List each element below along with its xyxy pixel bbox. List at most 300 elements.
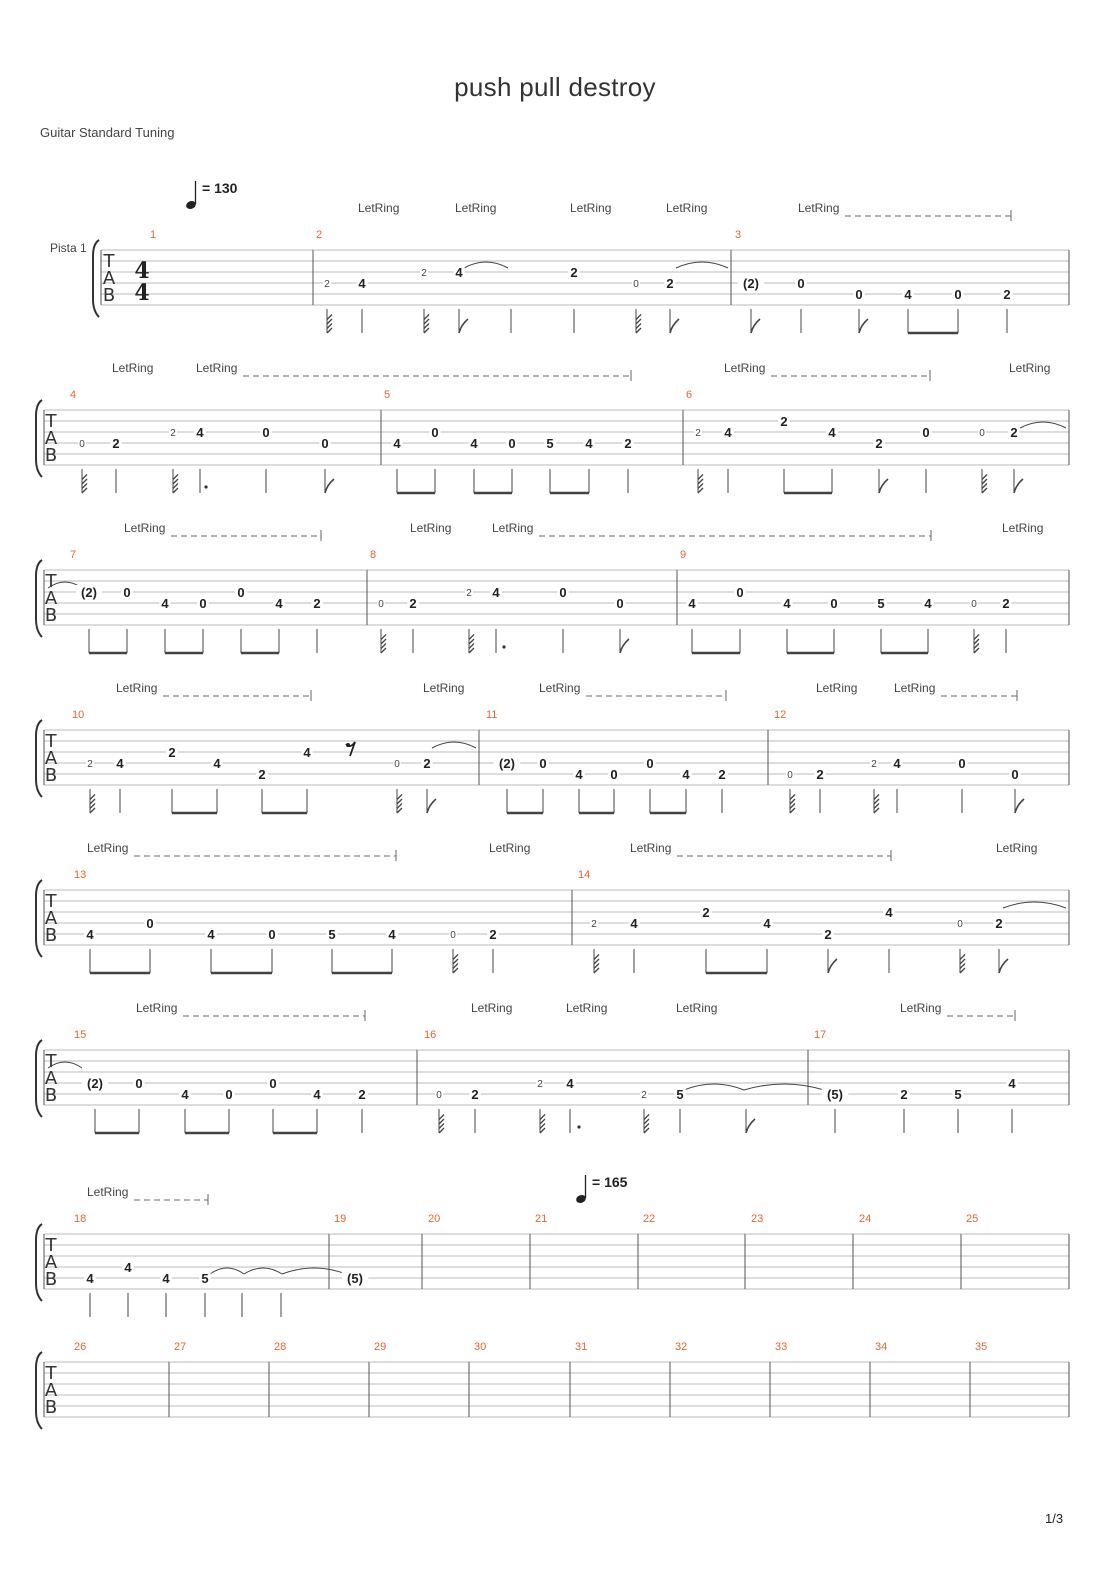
grace-flag: [982, 475, 987, 480]
grace-flag: [439, 1128, 444, 1133]
fret-number: 5: [546, 436, 554, 451]
let-ring-label: LetRing: [410, 521, 452, 535]
fret-number: (5): [827, 1087, 843, 1102]
grace-fret-number: 0: [787, 770, 793, 781]
grace-flag: [90, 795, 95, 800]
fret-number: 4: [207, 927, 215, 942]
tab-clef-letter: T: [45, 731, 57, 752]
grace-flag: [636, 315, 641, 320]
tab-clef-letter: A: [102, 268, 116, 289]
fret-number: 0: [646, 756, 654, 771]
tab-clef-letter: T: [45, 571, 57, 592]
grace-fret-number: 2: [87, 759, 93, 770]
fret-number: 2: [1003, 287, 1011, 302]
grace-flag: [874, 795, 879, 800]
fret-number: 5: [201, 1271, 209, 1286]
grace-flag: [424, 324, 429, 329]
let-ring-label: LetRing: [124, 521, 166, 535]
grace-flag: [982, 479, 987, 484]
fret-number: 0: [539, 756, 547, 771]
fret-number: 4: [575, 767, 583, 782]
grace-fret-number: 2: [641, 1090, 647, 1101]
grace-flag: [82, 484, 87, 489]
grace-flag: [82, 475, 87, 480]
grace-flag: [974, 648, 979, 653]
fret-number: 4: [313, 1087, 321, 1102]
eighth-flag: [459, 319, 468, 333]
grace-flag: [644, 1119, 649, 1124]
grace-flag: [439, 1124, 444, 1129]
grace-flag: [790, 795, 795, 800]
grace-flag: [982, 484, 987, 489]
measure-number: 5: [384, 389, 391, 401]
measure-number: 9: [680, 549, 687, 561]
eighth-flag: [751, 319, 760, 333]
let-ring-label: LetRing: [666, 201, 708, 215]
fret-number: 5: [954, 1087, 962, 1102]
grace-fret-number: 0: [394, 759, 400, 770]
fret-number: 4: [393, 436, 401, 451]
grace-flag: [397, 804, 402, 809]
grace-flag: [974, 635, 979, 640]
eighth-flag: [746, 1119, 755, 1133]
note-tie: [676, 262, 728, 268]
fret-number: 0: [199, 596, 207, 611]
measure-number: 34: [875, 1341, 888, 1353]
fret-number: 2: [780, 414, 788, 429]
grace-flag: [173, 488, 178, 493]
let-ring-label: LetRing: [136, 1001, 178, 1015]
grace-flag: [397, 795, 402, 800]
grace-flag: [90, 808, 95, 813]
fret-number: 4: [724, 425, 732, 440]
fret-number: 2: [168, 745, 176, 760]
fret-number: 4: [161, 596, 169, 611]
grace-fret-number: 0: [79, 439, 85, 450]
fret-number: 2: [718, 767, 726, 782]
grace-flag: [381, 635, 386, 640]
grace-fret-number: 2: [170, 428, 176, 439]
let-ring-label: LetRing: [1002, 521, 1044, 535]
grace-flag: [594, 959, 599, 964]
fret-number: 4: [585, 436, 593, 451]
fret-number: 4: [388, 927, 396, 942]
let-ring-label: LetRing: [816, 681, 858, 695]
fret-number: 4: [196, 425, 204, 440]
grace-fret-number: 2: [591, 919, 597, 930]
grace-flag: [90, 804, 95, 809]
tab-clef-letter: B: [44, 445, 58, 466]
grace-flag: [636, 319, 641, 324]
grace-flag: [327, 315, 332, 320]
grace-flag: [960, 959, 965, 964]
grace-flag: [173, 484, 178, 489]
grace-flag: [453, 955, 458, 960]
fret-number: 4: [86, 927, 94, 942]
fret-number: 4: [893, 756, 901, 771]
system-bracket: [36, 1224, 42, 1301]
grace-flag: [381, 639, 386, 644]
tempo-marking: = 165: [592, 1174, 628, 1190]
tab-clef-letter: B: [44, 765, 58, 786]
fret-number: (2): [743, 276, 759, 291]
grace-flag: [381, 648, 386, 653]
fret-number: 4: [275, 596, 283, 611]
grace-fret-number: 0: [633, 279, 639, 290]
grace-flag: [594, 955, 599, 960]
grace-flag: [960, 968, 965, 973]
measure-number: 35: [975, 1341, 988, 1353]
fret-number: 0: [616, 596, 624, 611]
fret-number: 2: [570, 265, 578, 280]
dotted-rhythm: [577, 1125, 580, 1128]
fret-number: 2: [258, 767, 266, 782]
grace-flag: [644, 1124, 649, 1129]
let-ring-label: LetRing: [489, 841, 531, 855]
fret-number: 4: [904, 287, 912, 302]
grace-fret-number: 2: [421, 268, 427, 279]
fret-number: 4: [682, 767, 690, 782]
grace-fret-number: 0: [378, 599, 384, 610]
grace-flag: [698, 488, 703, 493]
let-ring-label: LetRing: [196, 361, 238, 375]
tempo-marking: = 130: [202, 180, 238, 196]
page-number: 1/3: [1045, 1511, 1064, 1526]
measure-number: 3: [735, 229, 742, 241]
grace-flag: [469, 648, 474, 653]
grace-flag: [790, 804, 795, 809]
fret-number: 5: [877, 596, 885, 611]
let-ring-label: LetRing: [1009, 361, 1051, 375]
grace-flag: [594, 964, 599, 969]
measure-number: 18: [74, 1213, 87, 1225]
measure-number: 15: [74, 1029, 87, 1041]
let-ring-label: LetRing: [87, 1185, 129, 1199]
fret-number: 0: [954, 287, 962, 302]
track-label: Pista 1: [50, 241, 87, 255]
measure-number: 31: [575, 1341, 588, 1353]
score-title: push pull destroy: [454, 72, 656, 102]
measure-number: 4: [70, 389, 77, 401]
let-ring-label: LetRing: [87, 841, 129, 855]
grace-flag: [874, 804, 879, 809]
grace-fret-number: 0: [450, 930, 456, 941]
fret-number: 4: [924, 596, 932, 611]
fret-number: (2): [499, 756, 515, 771]
fret-number: 0: [262, 425, 270, 440]
measure-number: 25: [966, 1213, 979, 1225]
let-ring-label: LetRing: [455, 201, 497, 215]
fret-number: 4: [303, 745, 311, 760]
fret-number: 4: [783, 596, 791, 611]
tab-clef-letter: A: [44, 428, 58, 449]
tab-clef-letter: A: [44, 1380, 58, 1401]
fret-number: 4: [470, 436, 478, 451]
system-bracket: [36, 1352, 42, 1429]
let-ring-label: LetRing: [900, 1001, 942, 1015]
measure-number: 11: [486, 709, 498, 721]
measure-number: 20: [428, 1213, 441, 1225]
tab-clef-letter: A: [44, 908, 58, 929]
fret-number: 2: [471, 1087, 479, 1102]
grace-flag: [424, 319, 429, 324]
fret-number: 2: [624, 436, 632, 451]
measure-number: 8: [370, 549, 377, 561]
grace-flag: [397, 808, 402, 813]
grace-flag: [540, 1115, 545, 1120]
fret-number: 2: [112, 436, 120, 451]
fret-number: 0: [1011, 767, 1019, 782]
tab-clef-letter: B: [44, 1085, 58, 1106]
fret-number: 4: [828, 425, 836, 440]
fret-number: 0: [237, 585, 245, 600]
grace-flag: [327, 319, 332, 324]
measure-number: 30: [474, 1341, 487, 1353]
note-tie: [1020, 422, 1066, 428]
tab-clef-letter: B: [44, 605, 58, 626]
measure-number: 6: [686, 389, 693, 401]
let-ring-label: LetRing: [112, 361, 154, 375]
fret-number: 4: [885, 905, 893, 920]
fret-number: 4: [630, 916, 638, 931]
note-tie: [744, 1084, 824, 1090]
fret-number: 4: [1008, 1076, 1016, 1091]
tab-clef-letter: T: [45, 1051, 57, 1072]
tab-clef-letter: B: [44, 925, 58, 946]
eighth-flag: [1015, 799, 1024, 813]
grace-flag: [424, 315, 429, 320]
fret-number: 4: [763, 916, 771, 931]
tab-clef-letter: A: [44, 588, 58, 609]
system-bracket: [36, 1040, 42, 1117]
eighth-flag: [427, 799, 436, 813]
fret-number: 2: [666, 276, 674, 291]
grace-flag: [982, 488, 987, 493]
grace-flag: [644, 1115, 649, 1120]
measure-number: 32: [675, 1341, 688, 1353]
eighth-flag: [828, 959, 837, 973]
fret-number: 2: [702, 905, 710, 920]
grace-flag: [453, 968, 458, 973]
fret-number: 4: [213, 756, 221, 771]
fret-number: 0: [736, 585, 744, 600]
eighth-rest-dot: [346, 743, 350, 747]
let-ring-label: LetRing: [492, 521, 534, 535]
measure-number: 1: [150, 229, 157, 241]
tab-clef-letter: B: [44, 1397, 58, 1418]
grace-flag: [439, 1115, 444, 1120]
fret-number: 2: [875, 436, 883, 451]
let-ring-label: LetRing: [539, 681, 581, 695]
fret-number: 4: [181, 1087, 189, 1102]
grace-flag: [974, 639, 979, 644]
grace-flag: [439, 1119, 444, 1124]
tuning-label: Guitar Standard Tuning: [40, 125, 175, 140]
note-tie: [210, 1268, 244, 1274]
fret-number: 5: [676, 1087, 684, 1102]
note-tie: [244, 1268, 282, 1274]
fret-number: 0: [855, 287, 863, 302]
fret-number: 0: [146, 916, 154, 931]
measure-number: 24: [859, 1213, 872, 1225]
let-ring-label: LetRing: [630, 841, 672, 855]
fret-number: 0: [321, 436, 329, 451]
grace-flag: [790, 808, 795, 813]
fret-number: 2: [824, 927, 832, 942]
grace-flag: [540, 1128, 545, 1133]
system-bracket: [36, 400, 42, 477]
grace-flag: [540, 1124, 545, 1129]
note-tie: [432, 742, 476, 748]
measure-number: 21: [535, 1213, 548, 1225]
grace-flag: [327, 324, 332, 329]
eighth-flag: [879, 479, 888, 493]
grace-flag: [453, 964, 458, 969]
grace-flag: [82, 479, 87, 484]
grace-flag: [960, 964, 965, 969]
grace-fret-number: 2: [871, 759, 877, 770]
grace-flag: [698, 475, 703, 480]
note-tie: [282, 1268, 346, 1274]
tab-clef-letter: A: [44, 1068, 58, 1089]
grace-flag: [469, 644, 474, 649]
grace-flag: [469, 639, 474, 644]
grace-fret-number: 0: [436, 1090, 442, 1101]
time-signature-top: 4: [134, 258, 150, 284]
fret-number: 0: [922, 425, 930, 440]
fret-number: 0: [135, 1076, 143, 1091]
let-ring-label: LetRing: [358, 201, 400, 215]
fret-number: 2: [409, 596, 417, 611]
grace-flag: [469, 635, 474, 640]
system-bracket: [93, 240, 99, 317]
tab-clef-letter: T: [45, 1363, 57, 1384]
fret-number: 0: [225, 1087, 233, 1102]
note-tie: [1003, 902, 1066, 908]
measure-number: 14: [578, 869, 591, 881]
grace-fret-number: 2: [537, 1079, 543, 1090]
fret-number: 0: [269, 1076, 277, 1091]
let-ring-label: LetRing: [566, 1001, 608, 1015]
grace-flag: [90, 799, 95, 804]
let-ring-label: LetRing: [423, 681, 465, 695]
grace-flag: [790, 799, 795, 804]
measure-number: 26: [74, 1341, 87, 1353]
grace-flag: [974, 644, 979, 649]
system-bracket: [36, 560, 42, 637]
let-ring-label: LetRing: [570, 201, 612, 215]
fret-number: 4: [86, 1271, 94, 1286]
grace-flag: [173, 475, 178, 480]
grace-flag: [594, 968, 599, 973]
grace-flag: [327, 328, 332, 333]
fret-number: 0: [431, 425, 439, 440]
measure-number: 13: [74, 869, 87, 881]
fret-number: 4: [124, 1260, 132, 1275]
grace-flag: [874, 799, 879, 804]
grace-flag: [698, 484, 703, 489]
grace-flag: [636, 324, 641, 329]
grace-fret-number: 2: [324, 279, 330, 290]
eighth-flag: [620, 639, 629, 653]
measure-number: 19: [334, 1213, 347, 1225]
grace-flag: [960, 955, 965, 960]
fret-number: (2): [87, 1076, 103, 1091]
let-ring-label: LetRing: [724, 361, 766, 375]
measure-number: 2: [316, 229, 323, 241]
fret-number: 4: [688, 596, 696, 611]
fret-number: 4: [358, 276, 366, 291]
fret-number: 4: [566, 1076, 574, 1091]
measure-number: 16: [424, 1029, 437, 1041]
fret-number: 4: [162, 1271, 170, 1286]
grace-flag: [453, 959, 458, 964]
fret-number: 4: [116, 756, 124, 771]
tab-clef-letter: T: [103, 251, 115, 272]
tab-clef-letter: B: [44, 1269, 58, 1290]
eighth-flag: [670, 319, 679, 333]
measure-number: 29: [374, 1341, 387, 1353]
let-ring-label: LetRing: [894, 681, 936, 695]
grace-fret-number: 0: [979, 428, 985, 439]
let-ring-label: LetRing: [471, 1001, 513, 1015]
tab-clef-letter: A: [44, 1252, 58, 1273]
grace-flag: [698, 479, 703, 484]
tab-clef-letter: T: [45, 1235, 57, 1256]
note-tie: [684, 1084, 744, 1090]
fret-number: 0: [830, 596, 838, 611]
fret-number: 2: [816, 767, 824, 782]
grace-fret-number: 2: [695, 428, 701, 439]
measure-number: 28: [274, 1341, 287, 1353]
eighth-flag: [1014, 479, 1023, 493]
measure-number: 33: [775, 1341, 788, 1353]
grace-fret-number: 2: [466, 588, 472, 599]
measure-number: 22: [643, 1213, 656, 1225]
tab-clef-letter: T: [45, 891, 57, 912]
grace-fret-number: 0: [957, 919, 963, 930]
system-bracket: [36, 880, 42, 957]
fret-number: 0: [958, 756, 966, 771]
grace-flag: [173, 479, 178, 484]
let-ring-label: LetRing: [798, 201, 840, 215]
grace-flag: [424, 328, 429, 333]
fret-number: (5): [347, 1271, 363, 1286]
measure-number: 10: [72, 709, 85, 721]
fret-number: 5: [328, 927, 336, 942]
grace-flag: [540, 1119, 545, 1124]
fret-number: 2: [489, 927, 497, 942]
tab-clef-letter: A: [44, 748, 58, 769]
fret-number: 2: [423, 756, 431, 771]
eighth-flag: [325, 479, 334, 493]
let-ring-label: LetRing: [996, 841, 1038, 855]
dotted-rhythm: [204, 485, 207, 488]
fret-number: 0: [508, 436, 516, 451]
fret-number: 0: [268, 927, 276, 942]
fret-number: 2: [313, 596, 321, 611]
system-bracket: [36, 720, 42, 797]
grace-flag: [381, 644, 386, 649]
measure-number: 23: [751, 1213, 764, 1225]
measure-number: 12: [774, 709, 787, 721]
measure-number: 17: [814, 1029, 827, 1041]
fret-number: (2): [81, 585, 97, 600]
grace-fret-number: 0: [971, 599, 977, 610]
time-signature-bottom: 4: [134, 280, 150, 306]
grace-flag: [397, 799, 402, 804]
fret-number: 2: [900, 1087, 908, 1102]
